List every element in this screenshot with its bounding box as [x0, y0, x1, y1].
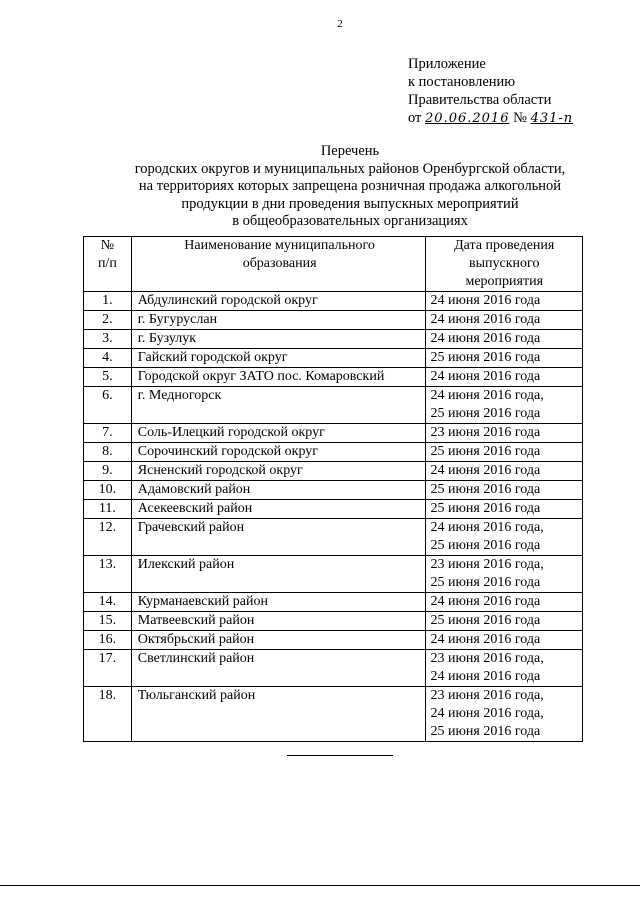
- row-date: 24 июня 2016 года: [430, 594, 541, 609]
- table-row: [84, 556, 583, 593]
- row-date: 24 июня 2016 года,: [430, 520, 544, 535]
- row-dates: [426, 387, 583, 424]
- row-number: 3.: [84, 330, 132, 349]
- row-number: 18.: [84, 687, 132, 742]
- handwritten-date: 20.06.2016: [425, 111, 510, 126]
- row-number: 14.: [84, 593, 132, 612]
- header-name: [131, 237, 426, 292]
- row-number: 13.: [84, 556, 132, 593]
- row-dates: [426, 311, 583, 330]
- row-number: 2.: [84, 311, 132, 330]
- handwritten-number: 431-п: [530, 111, 574, 126]
- row-number: 8.: [84, 443, 132, 462]
- row-dates: [426, 424, 583, 443]
- appendix-block: [408, 55, 573, 128]
- row-date: 24 июня 2016 года,: [430, 706, 544, 721]
- row-dates: [426, 650, 583, 687]
- row-date: 25 июня 2016 года: [430, 724, 541, 739]
- page-number: 2: [337, 18, 343, 30]
- row-date: 23 июня 2016 года,: [430, 651, 544, 666]
- appendix-line-2: к постановлению: [408, 74, 516, 90]
- row-number: 12.: [84, 519, 132, 556]
- table-row: [84, 349, 583, 368]
- row-date: 24 июня 2016 года,: [430, 388, 544, 403]
- row-dates: [426, 349, 583, 368]
- row-date: 25 июня 2016 года: [430, 613, 541, 628]
- date-prefix: от: [408, 110, 422, 126]
- row-date: 25 июня 2016 года: [430, 538, 541, 553]
- row-dates: [426, 368, 583, 387]
- row-date: 24 июня 2016 года: [430, 369, 541, 384]
- header-date-line-3: мероприятия: [465, 274, 544, 289]
- header-number-line-2: п/п: [97, 256, 117, 271]
- row-municipality-name: г. Бузулук: [131, 330, 426, 349]
- row-date: 24 июня 2016 года: [430, 632, 541, 647]
- row-date: 25 июня 2016 года: [430, 444, 541, 459]
- row-dates: [426, 631, 583, 650]
- row-date: 24 июня 2016 года: [430, 312, 541, 327]
- header-date: [426, 237, 583, 292]
- row-dates: [426, 292, 583, 311]
- title-line-5: в общеобразовательных организациях: [232, 213, 468, 229]
- row-number: 5.: [84, 368, 132, 387]
- title-line-1: Перечень: [320, 143, 380, 159]
- title-line-2: городских округов и муниципальных районов Оренбургской области,: [134, 160, 566, 177]
- document-title: [60, 143, 640, 231]
- row-municipality-name: Курманаевский район: [131, 593, 426, 612]
- row-date: 24 июня 2016 года: [430, 331, 541, 346]
- row-number: 9.: [84, 462, 132, 481]
- row-dates: [426, 330, 583, 349]
- row-dates: [426, 687, 583, 742]
- row-municipality-name: Тюльганский район: [131, 687, 426, 742]
- row-number: 17.: [84, 650, 132, 687]
- table-row: [84, 593, 583, 612]
- table-row: [84, 424, 583, 443]
- row-date: 23 июня 2016 года,: [430, 688, 544, 703]
- row-number: 1.: [84, 292, 132, 311]
- table-row: [84, 519, 583, 556]
- row-number: 4.: [84, 349, 132, 368]
- row-municipality-name: Ясненский городской округ: [131, 462, 426, 481]
- table-row: [84, 650, 583, 687]
- table-row: [84, 500, 583, 519]
- row-date: 25 июня 2016 года: [430, 406, 541, 421]
- row-municipality-name: Адамовский район: [131, 481, 426, 500]
- appendix-line-3: Правительства области: [408, 92, 552, 108]
- table-row: [84, 292, 583, 311]
- row-municipality-name: Гайский городской округ: [131, 349, 426, 368]
- row-municipality-name: г. Медногорск: [131, 387, 426, 424]
- table-row: [84, 330, 583, 349]
- row-date: 25 июня 2016 года: [430, 482, 541, 497]
- row-date: 24 июня 2016 года: [430, 293, 541, 308]
- row-date: 25 июня 2016 года: [430, 350, 541, 365]
- row-date: 25 июня 2016 года: [430, 501, 541, 516]
- row-dates: [426, 443, 583, 462]
- table-row: [84, 443, 583, 462]
- row-municipality-name: Городской округ ЗАТО пос. Комаровский: [131, 368, 426, 387]
- row-date: 23 июня 2016 года: [430, 425, 541, 440]
- row-municipality-name: Октябрьский район: [131, 631, 426, 650]
- scan-edge-line: [0, 885, 640, 886]
- title-line-3: на территориях которых запрещена розничная продажа алкогольной: [138, 178, 562, 194]
- row-number: 10.: [84, 481, 132, 500]
- table-row: [84, 687, 583, 742]
- number-prefix: №: [513, 110, 527, 126]
- table-row: [84, 631, 583, 650]
- header-name-line-1: Наименование муниципального: [184, 238, 375, 253]
- row-municipality-name: Сорочинский городской округ: [131, 443, 426, 462]
- header-date-line-1: Дата проведения: [454, 238, 555, 253]
- row-dates: [426, 612, 583, 631]
- row-number: 7.: [84, 424, 132, 443]
- row-dates: [426, 593, 583, 612]
- row-date: 24 июня 2016 года: [430, 463, 541, 478]
- appendix-date-line: [408, 109, 573, 128]
- title-line-4: продукции в дни проведения выпускных мероприятий: [181, 195, 519, 212]
- row-dates: [426, 500, 583, 519]
- row-municipality-name: Соль-Илецкий городской округ: [131, 424, 426, 443]
- table-header-row: [84, 237, 583, 292]
- table-row: [84, 462, 583, 481]
- row-dates: [426, 556, 583, 593]
- row-number: 11.: [84, 500, 132, 519]
- row-municipality-name: г. Бугуруслан: [131, 311, 426, 330]
- row-number: 15.: [84, 612, 132, 631]
- table-row: [84, 612, 583, 631]
- row-municipality-name: Илекский район: [131, 556, 426, 593]
- header-name-line-2: образования: [242, 256, 317, 271]
- row-number: 6.: [84, 387, 132, 424]
- row-date: 23 июня 2016 года,: [430, 557, 544, 572]
- row-date: 24 июня 2016 года: [430, 669, 541, 684]
- row-dates: [426, 481, 583, 500]
- header-number: [84, 237, 132, 292]
- row-municipality-name: Абдулинский городской округ: [131, 292, 426, 311]
- header-number-line-1: №: [100, 238, 115, 253]
- row-dates: [426, 519, 583, 556]
- row-municipality-name: Матвеевский район: [131, 612, 426, 631]
- closing-line: [287, 755, 393, 756]
- row-municipality-name: Грачевский район: [131, 519, 426, 556]
- table-row: [84, 311, 583, 330]
- row-date: 25 июня 2016 года: [430, 575, 541, 590]
- table-row: [84, 368, 583, 387]
- row-municipality-name: Светлинский район: [131, 650, 426, 687]
- row-dates: [426, 462, 583, 481]
- row-number: 16.: [84, 631, 132, 650]
- table-row: [84, 387, 583, 424]
- table-row: [84, 481, 583, 500]
- municipalities-table: [83, 236, 583, 742]
- appendix-line-1: Приложение: [408, 56, 486, 72]
- row-municipality-name: Асекеевский район: [131, 500, 426, 519]
- header-date-line-2: выпускного: [469, 256, 540, 271]
